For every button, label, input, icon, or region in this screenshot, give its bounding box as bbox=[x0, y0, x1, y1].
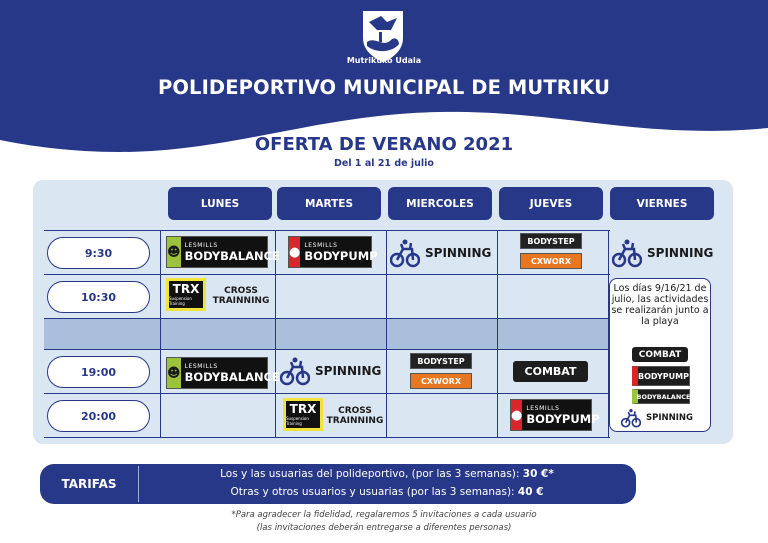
class-label bbox=[522, 400, 603, 430]
class-cxworx: CXWORX bbox=[410, 373, 472, 389]
grid-vline bbox=[497, 230, 498, 437]
footnote-line: (las invitaciones deberán entregarse a diferentes personas) bbox=[256, 523, 512, 533]
class-bodystep: BODYSTEP bbox=[410, 353, 472, 369]
bodypump-icon: ● bbox=[511, 400, 522, 430]
bike-icon bbox=[612, 238, 642, 268]
class-bodystep: BODYSTEP bbox=[520, 233, 582, 249]
class-spinning bbox=[612, 238, 713, 268]
bike-icon bbox=[390, 238, 420, 268]
footnote-line: *Para agradecer la fidelidad, regalaremos 5 invitaciones a cada usuario bbox=[231, 510, 537, 520]
day-header-lunes: LUNES bbox=[168, 187, 272, 220]
class-name: SPINNING bbox=[647, 246, 714, 260]
bodypump-icon: ● bbox=[289, 237, 300, 267]
time-slot-2000: 20:00 bbox=[47, 400, 150, 432]
class-name: SPINNING bbox=[646, 413, 693, 423]
trx-sub: Suspension Training bbox=[169, 296, 192, 306]
tarifa-price: 30 €* bbox=[522, 468, 554, 480]
org-name: Mutrikuko Udala bbox=[346, 56, 422, 65]
trx-logo bbox=[283, 398, 323, 431]
trx-brand: TRX bbox=[289, 402, 317, 416]
offer-title: OFERTA DE VERANO 2021 bbox=[254, 134, 514, 155]
tarifa-price: 40 € bbox=[517, 486, 544, 498]
tarifas-label: TARIFAS bbox=[61, 477, 117, 491]
lesmills-brand: LESMILLS bbox=[184, 362, 218, 370]
class-name: BODYBALANCE bbox=[184, 248, 280, 263]
trx-brand: TRX bbox=[172, 282, 200, 296]
tarifa-members bbox=[140, 468, 634, 480]
class-combat: COMBAT bbox=[513, 361, 588, 382]
bodybalance-icon: ☻ bbox=[167, 237, 181, 267]
tarifa-text: Otras y otros usuarios y usuarias (por las 3 semanas): bbox=[230, 486, 518, 498]
offer-dates: Del 1 al 21 de julio bbox=[334, 158, 434, 169]
friday-note: Los días 9/16/21 de julio, las actividades se realizarán junto a la playa bbox=[611, 283, 709, 327]
class-spinning bbox=[280, 356, 381, 386]
class-name: BODYPUMP bbox=[526, 411, 600, 426]
lesmills-brand: LESMILLS bbox=[304, 241, 338, 249]
class-name: SPINNING bbox=[315, 364, 382, 378]
class-spinning bbox=[390, 238, 491, 268]
class-name: SPINNING bbox=[425, 246, 492, 260]
grid-vline bbox=[160, 230, 161, 437]
class-bodypump bbox=[510, 399, 600, 431]
grid-hline bbox=[44, 274, 610, 275]
lesmills-brand: LESMILLS bbox=[526, 404, 560, 412]
trx-sub: Suspension Training bbox=[286, 416, 309, 426]
class-cross-training bbox=[326, 406, 384, 426]
day-header-martes: MARTES bbox=[277, 187, 381, 220]
grid-hline bbox=[44, 318, 610, 319]
grid-hline bbox=[44, 349, 610, 350]
day-header-jueves: JUEVES bbox=[499, 187, 603, 220]
grid-vline bbox=[386, 230, 387, 437]
class-name: BODYPUMP bbox=[304, 248, 378, 263]
day-header-miercoles: MIERCOLES bbox=[388, 187, 492, 220]
class-combat: COMBAT bbox=[632, 347, 688, 362]
class-bodybalance bbox=[166, 236, 280, 268]
bike-icon bbox=[280, 356, 310, 386]
class-bodybalance: BODYBALANCE bbox=[632, 389, 690, 404]
class-name: CROSS bbox=[224, 286, 258, 296]
bike-icon bbox=[621, 408, 641, 428]
bodybalance-icon: ☻ bbox=[167, 358, 181, 388]
class-cross-training bbox=[210, 286, 272, 306]
grid-hline bbox=[44, 437, 610, 438]
time-slot-1030: 10:30 bbox=[47, 281, 150, 313]
class-label bbox=[300, 237, 381, 267]
tarifa-others bbox=[140, 486, 634, 498]
tarifa-text: Los y las usuarias del polideportivo, (por las 3 semanas): bbox=[220, 468, 523, 480]
class-bodypump: BODYPUMP bbox=[632, 366, 690, 386]
time-slot-0930: 9:30 bbox=[47, 237, 150, 269]
class-spinning bbox=[621, 408, 693, 428]
page-title: POLIDEPORTIVO MUNICIPAL DE MUTRIKU bbox=[157, 76, 611, 99]
class-name: CROSS bbox=[338, 406, 372, 416]
class-label bbox=[181, 237, 284, 267]
time-slot-1900: 19:00 bbox=[47, 356, 150, 388]
break-band bbox=[44, 318, 609, 349]
tarifas-divider bbox=[138, 466, 139, 502]
class-cxworx: CXWORX bbox=[520, 253, 582, 269]
class-name: TRAINNING bbox=[326, 416, 384, 426]
grid-hline bbox=[44, 230, 610, 231]
trx-logo bbox=[166, 278, 206, 311]
class-label bbox=[181, 358, 284, 388]
grid-hline bbox=[44, 393, 610, 394]
day-header-viernes: VIERNES bbox=[610, 187, 714, 220]
class-bodybalance bbox=[166, 357, 280, 389]
lesmills-brand: LESMILLS bbox=[184, 241, 218, 249]
class-name: BODYBALANCE bbox=[184, 369, 280, 384]
class-name: TRAINNING bbox=[212, 296, 270, 306]
class-bodypump bbox=[288, 236, 378, 268]
